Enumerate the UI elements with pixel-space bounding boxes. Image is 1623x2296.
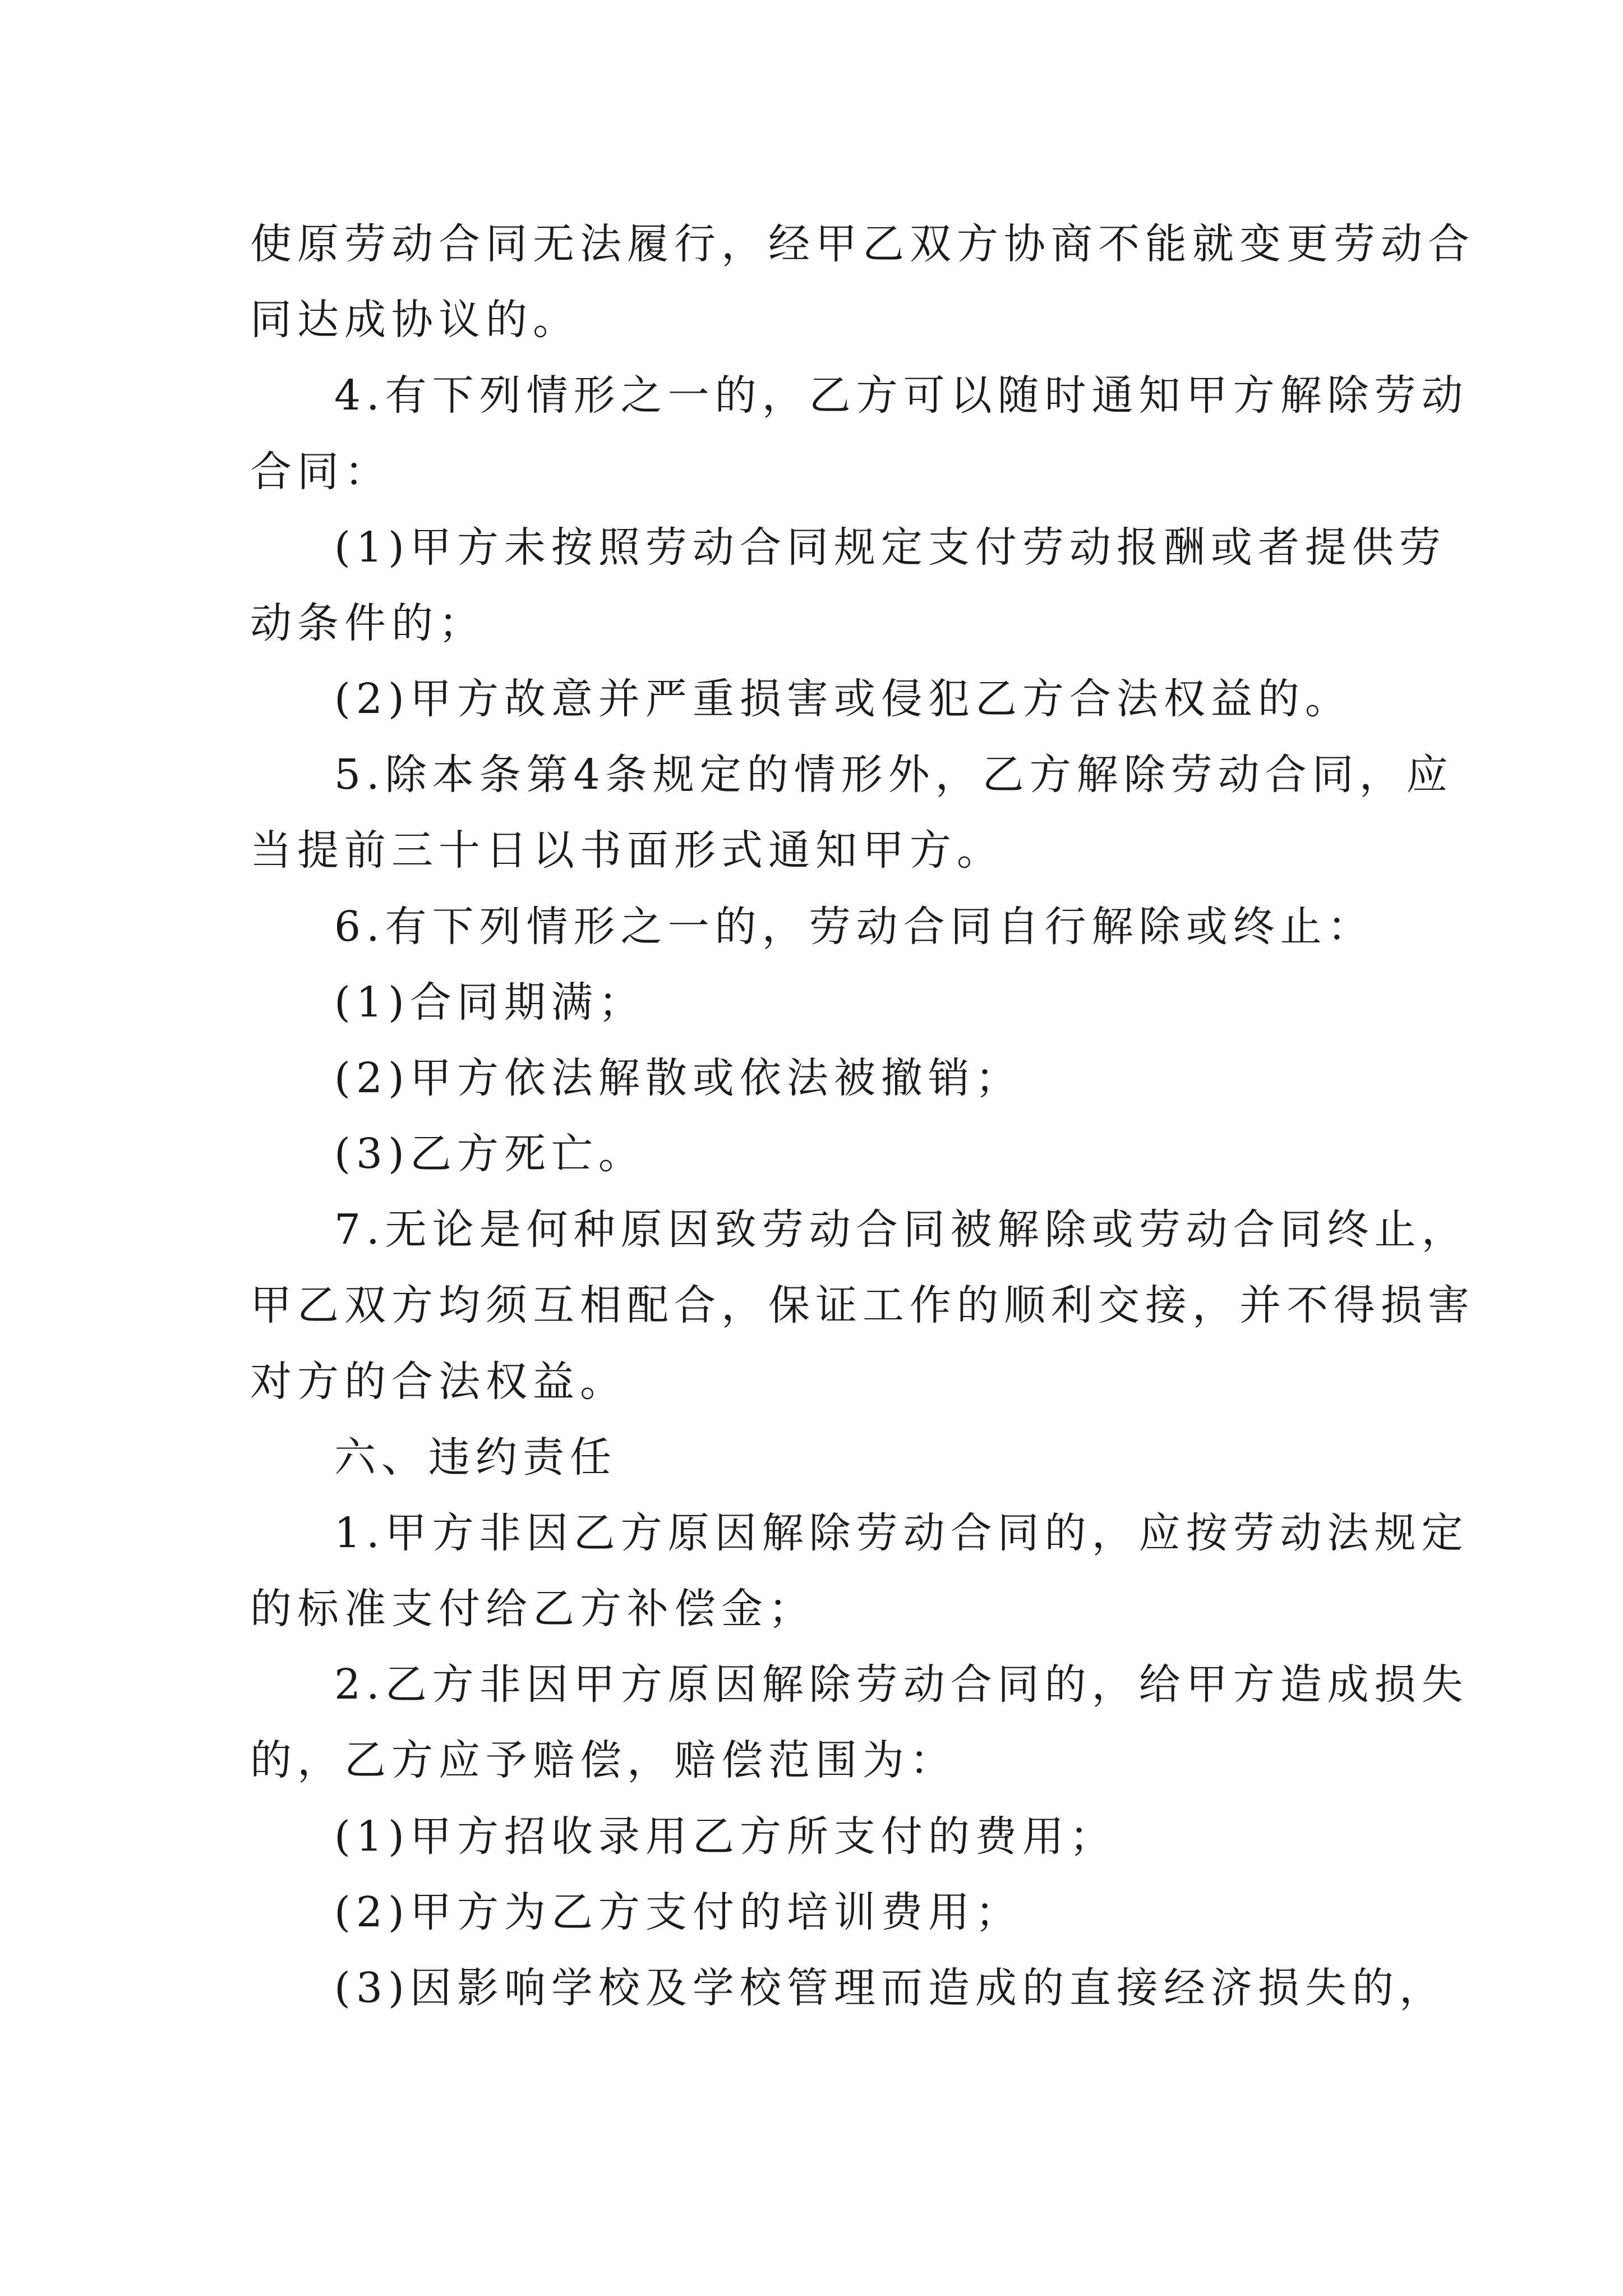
text-line: 当提前三十日以书面形式通知甲方。 [250, 826, 1004, 875]
text-line: 7.无论是何种原因致劳动合同被解除或劳动合同终止， [334, 1205, 1469, 1254]
text-line: (1)合同期满； [334, 978, 645, 1027]
text-line: 4.有下列情形之一的，乙方可以随时通知甲方解除劳动 [334, 371, 1469, 420]
text-line: 甲乙双方均须互相配合，保证工作的顺利交接，并不得损害 [250, 1281, 1475, 1329]
text-line: 2.乙方非因甲方原因解除劳动合同的，给甲方造成损失 [334, 1660, 1469, 1709]
text-line: 5.除本条第4条规定的情形外，乙方解除劳动合同，应 [334, 751, 1454, 799]
text-line: 的标准支付给乙方补偿金； [250, 1585, 815, 1633]
text-line: (1)甲方未按照劳动合同规定支付劳动报酬或者提供劳 [334, 523, 1446, 572]
text-line: 合同： [250, 448, 391, 496]
text-line: (1)甲方招收录用乙方所支付的费用； [334, 1812, 1117, 1861]
text-line: 6.有下列情形之一的，劳动合同自行解除或终止： [334, 903, 1375, 951]
text-line: (2)甲方依法解散或依法被撤销； [334, 1054, 1022, 1102]
text-line: 的，乙方应予赔偿，赔偿范围为： [250, 1736, 957, 1784]
text-line: (2)甲方故意并严重损害或侵犯乙方合法权益的。 [334, 675, 1352, 723]
text-line: (3)因影响学校及学校管理而造成的直接经济损失的， [334, 1964, 1446, 2012]
text-line: 使原劳动合同无法履行，经甲乙双方协商不能就变更劳动合 [250, 220, 1475, 268]
text-line: 1.甲方非因乙方原因解除劳动合同的，应按劳动法规定 [334, 1509, 1469, 1557]
text-line: 同达成协议的。 [250, 296, 580, 344]
text-line: (3)乙方死亡。 [334, 1130, 645, 1178]
text-line: 对方的合法权益。 [250, 1358, 627, 1406]
text-line: 动条件的； [250, 599, 486, 647]
text-line: (2)甲方为乙方支付的培训费用； [334, 1888, 1022, 1936]
section-heading: 六、违约责任 [334, 1433, 617, 1481]
